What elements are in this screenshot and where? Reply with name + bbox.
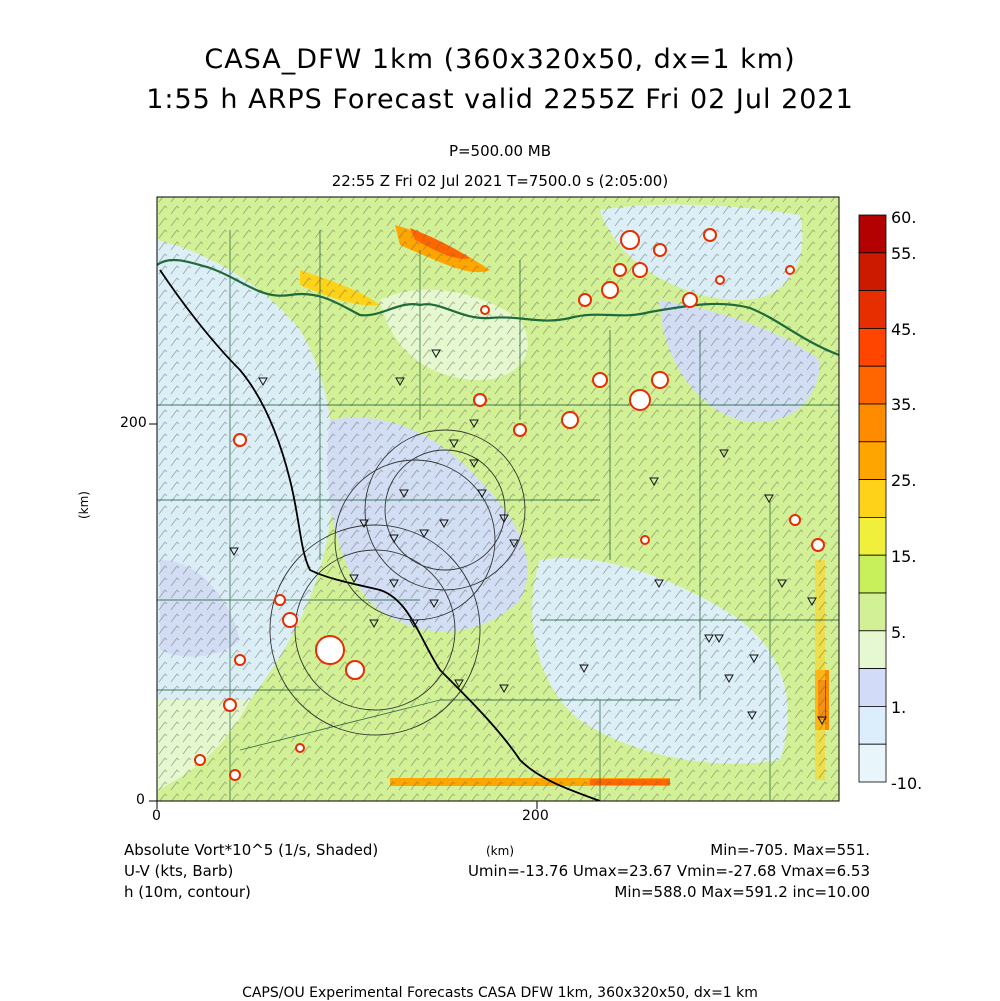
colorbar-label-15: 15. [891, 547, 917, 566]
colorbar-label-1: 1. [891, 698, 907, 717]
y-tick-label-200: 200 [120, 415, 147, 431]
valid-time-label: 22:55 Z Fri 02 Jul 2021 T=7500.0 s (2:05:00) [331, 172, 669, 190]
legend-height-stats: Min=588.0 Max=591.2 inc=10.00 [614, 883, 870, 901]
colorbar-swatch [859, 631, 886, 669]
plot-title-line1: CASA_DFW 1km (360x320x50, dx=1 km) [204, 44, 796, 75]
colorbar-label-35: 35. [891, 395, 917, 414]
colorbar-swatch [859, 291, 886, 329]
legend-barb-field: U-V (kts, Barb) [124, 862, 234, 880]
legend-shaded-field: Absolute Vort*10^5 (1/s, Shaded) [124, 841, 379, 859]
colorbar-swatch [859, 706, 886, 744]
legend-contour-field: h (10m, contour) [124, 883, 251, 901]
x-tick-label-200: 200 [522, 808, 549, 824]
colorbar-swatch [859, 555, 886, 593]
colorbar [859, 215, 886, 782]
colorbar-swatch [859, 517, 886, 555]
x-axis-unit-label: (km) [486, 844, 515, 858]
colorbar-label-5: 5. [891, 623, 907, 642]
x-tick-label-0: 0 [152, 808, 161, 824]
colorbar-label-60: 60. [891, 208, 917, 227]
wind-barbs-layer [157, 197, 839, 801]
colorbar-swatch [859, 593, 886, 631]
plot-title-line2: 1:55 h ARPS Forecast valid 2255Z Fri 02 Jul 2021 [146, 84, 854, 115]
colorbar-swatch [859, 366, 886, 404]
colorbar-label-55: 55. [891, 244, 917, 263]
colorbar-swatch [859, 442, 886, 480]
colorbar-swatch [859, 253, 886, 291]
colorbar-swatch [859, 215, 886, 253]
y-axis-unit-label: (km) [77, 490, 92, 520]
legend-vort-stats: Min=-705. Max=551. [710, 841, 870, 859]
y-tick-label-0: 0 [136, 792, 145, 808]
footer-credit: CAPS/OU Experimental Forecasts CASA DFW 1km, 360x320x50, dx=1 km [242, 985, 758, 1001]
legend-wind-stats: Umin=-13.76 Umax=23.67 Vmin=-27.68 Vmax=6.53 [467, 862, 870, 880]
colorbar-swatch [859, 404, 886, 442]
map-panel [157, 197, 840, 801]
pressure-level-label: P=500.00 MB [448, 142, 552, 160]
colorbar-swatch [859, 669, 886, 707]
colorbar-label-minus10: -10. [891, 774, 923, 793]
colorbar-label-25: 25. [891, 471, 917, 490]
colorbar-swatch [859, 744, 886, 782]
colorbar-swatch [859, 328, 886, 366]
colorbar-label-45: 45. [891, 320, 917, 339]
colorbar-swatch [859, 480, 886, 518]
